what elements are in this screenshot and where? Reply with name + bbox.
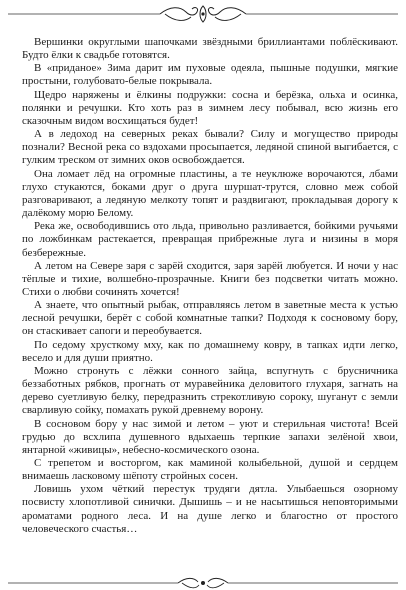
paragraph: Щедро наряжены и ёлкины подружки: сосна и берёзка, ольха и осинка, полянки и речушки. Кто хоть раз в зимнем лесу побывал, всю жизнь его сказочным видом восхищаться будет! — [22, 88, 398, 127]
paragraph: В сосновом бору у нас зимой и летом – уют и стерильная чистота! Всей грудью до всхлипа душевного вдыхаешь терпкие запахи зелёной хвои, янтарной «живицы», небесно-космического озона. — [22, 417, 398, 456]
paragraph: В «приданое» Зима дарит им пуховые одеяла, пышные подушки, мягкие простыни, голубовато-белые покрывала. — [22, 62, 398, 88]
paragraph: А знаете, что опытный рыбак, отправляясь летом в заветные места к устью лесной речушки, берёт с собой комнатные тапки? Подходя к сосновому бору, он стаскивает сапоги и переобувается. — [22, 299, 398, 338]
paragraph: Она ломает лёд на огромные пластины, а те неуклюже ворочаются, лбами глухо стукаются, боками друг о друга шуршат-трутся, словно меж собой разговаривают, а ледяную мелкоту топят и раздвигают, прокладывая дорогу к далёкому морю Белому. — [22, 167, 398, 220]
paragraph: Река же, освободившись ото льда, привольно разливается, бойкими ручьями по ложбинкам растекается, превращая прибрежные луга и низины в моря безбережные. — [22, 220, 398, 259]
paragraph: По седому хрусткому мху, как по домашнему ковру, в тапках идти легко, весело и для души приятно. — [22, 338, 398, 364]
paragraph: Вершинки округлыми шапочками звёздными бриллиантами поблёскивают. Будто ёлки к свадьбе готовятся. — [22, 36, 398, 62]
paragraph: А летом на Севере заря с зарёй сходится, заря зарёй любуется. И ночи у нас тёплые и тихие, волшебно-прозрачные. Книги без подсветки читать можно. Стихи о любви сочинять хочется! — [22, 259, 398, 298]
footer-ornament — [0, 576, 406, 590]
paragraph: А в ледоход на северных реках бывали? Силу и могущество природы познали? Весной река со вздохами просыпается, ледяной спиной выгибается, с гулким треском от зимних оков освобождается. — [22, 128, 398, 167]
paragraph: С трепетом и восторгом, как маминой колыбельной, душой и сердцем внимаешь ласковому шёпоту стройных сосен. — [22, 457, 398, 483]
page-text — [22, 36, 398, 576]
header-ornament — [0, 3, 406, 25]
paragraph: Можно стронуть с лёжки сонного зайца, вспугнуть с брусничника беззаботных рябков, прогнать от муравейника деловитого глухаря, загнать на дерево суетливую белку, передразнить стрекотливую сороку, шуганут с земли сварливую сойку, помахать рукой древнему ворону. — [22, 364, 398, 417]
paragraph: Ловишь ухом чёткий перестук трудяги дятла. Улыбаешься озорному посвисту хлопотливой синички. Дышишь – и не насытишься неповторимыми ароматами родного леса. И на душе легко и благостно от простого человеческого счастья… — [22, 483, 398, 535]
